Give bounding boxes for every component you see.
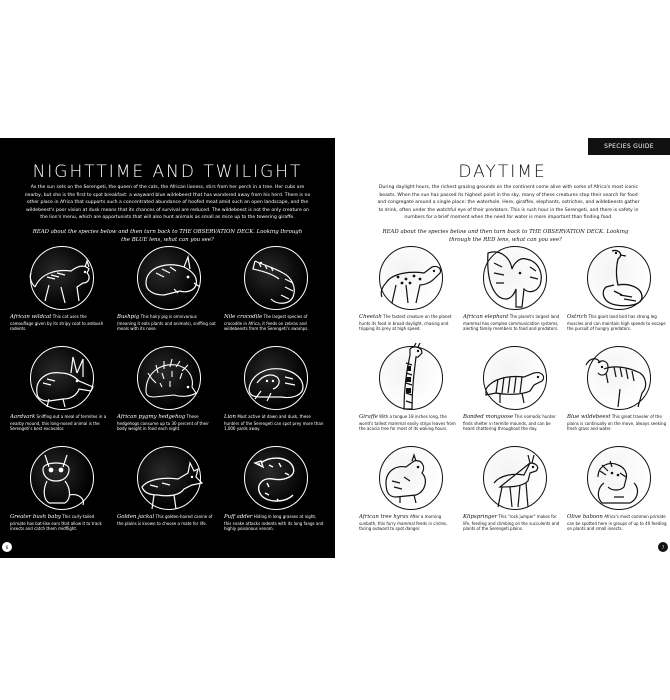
section-tab: SPECIES GUIDE xyxy=(588,138,670,155)
species-card xyxy=(224,446,324,541)
species-name: African elephant xyxy=(463,314,509,320)
species-caption xyxy=(463,414,563,432)
species-name: Puff adder xyxy=(224,514,253,520)
species-description: This nomadic hunter finds shelter in termite mounds, and can be heard chattering throughout the day. xyxy=(463,414,556,432)
bushbaby-icon xyxy=(30,446,94,510)
species-caption xyxy=(10,514,110,532)
species-card xyxy=(224,346,324,441)
species-caption xyxy=(117,314,217,332)
species-name: Olive baboon xyxy=(567,514,603,520)
species-name: Aardvark xyxy=(10,414,36,420)
bushpig-icon xyxy=(137,246,201,310)
wildebeest-icon xyxy=(587,346,651,410)
ostrich-icon xyxy=(587,246,651,310)
species-description: These hedgehogs consume up to 30 percent of their body weight in food each night. xyxy=(117,414,209,432)
species-card xyxy=(463,346,563,441)
species-card xyxy=(463,246,563,341)
species-caption xyxy=(359,314,459,332)
species-description: This cat uses the camouflage given by its stripy coat to ambush rodents. xyxy=(10,314,104,332)
species-card xyxy=(567,246,667,341)
intro-paragraph: As the sun sets on the Serengeti, the queen of the cats, the African lioness, stirs from her perch in a tree. Her cubs are nearby, but she is the first to spot breakfast: a wayward blue wildebeest that has wandered away from his herd. There is no other place in Africa that supports such a concentrated abundance of hoofed meat amid such an open landscape, and the wildebeest's poor vision at dusk means that its chances of survival are reduced. The wildebeest is not the only creature on the lion's menu, which are opportunists that will also hunt animals as small as mice up to the towering giraffe. xyxy=(24,185,311,221)
daytime-page xyxy=(335,138,670,558)
species-description: This "rock jumper" makes for life, feeding and climbing on the succulents and plants of the Serengeti plains. xyxy=(463,514,560,532)
species-caption xyxy=(224,314,324,332)
species-description: The largest species of crocodile in Africa, it feeds on zebras and wildebeests from the Serengeti's swamps. xyxy=(224,314,309,332)
species-name: Greater bush baby xyxy=(10,514,61,520)
species-caption xyxy=(359,514,459,532)
species-name: Giraffe xyxy=(359,414,378,420)
species-description: This hairy pig is omnivorous (meaning it eats plants and animals), sniffing out meals with its nose. xyxy=(117,314,216,332)
species-caption xyxy=(117,414,217,432)
klipspringer-icon xyxy=(483,446,547,510)
species-description: With a tongue 18 inches long, the world's tallest mammal easily strips leaves from the acacia tree for most of its waking hours. xyxy=(359,414,456,432)
species-caption xyxy=(567,314,667,332)
species-name: African tree hyrax xyxy=(359,514,409,520)
nighttime-page xyxy=(0,138,335,558)
species-caption xyxy=(10,314,110,332)
species-caption xyxy=(224,514,324,532)
intro-paragraph: During daylight hours, the richest grazing grounds on the continent come alive with some of Africa's most iconic beasts. When the sun has passed its highest point in the sky, many of these creatures stop their search for food and congregate around a single place: the waterhole. Here, giraffes, elephants, ostriches, and wildebeests gather to drink, often under the watchful eye of their predators. This is rush hour in the Serengeti, and there is safety in numbers for a brief moment when the need for water is more important than finding food. xyxy=(377,185,640,221)
species-card xyxy=(117,346,217,441)
species-card xyxy=(359,246,459,341)
species-name: Banded mongoose xyxy=(463,414,514,420)
species-caption xyxy=(463,514,563,532)
species-caption xyxy=(117,514,217,526)
hyrax-icon xyxy=(379,446,443,510)
species-caption xyxy=(567,414,667,432)
species-card xyxy=(359,446,459,541)
species-name: Nile crocodile xyxy=(224,314,263,320)
species-caption xyxy=(359,414,459,432)
baboon-icon xyxy=(587,446,651,510)
species-card xyxy=(567,446,667,541)
species-description: This great traveler of the plains is continually on the move, always seeking fresh grass and water. xyxy=(567,414,667,432)
species-name: Klipspringer xyxy=(463,514,498,520)
species-card xyxy=(359,346,459,441)
cheetah-icon xyxy=(379,246,443,310)
species-card xyxy=(463,446,563,541)
jackal-icon xyxy=(137,446,201,510)
species-description: Most active at dawn and dusk, these hunters of the Serengeti can spot prey more than 1,000 yards away. xyxy=(224,414,324,432)
species-card xyxy=(224,246,324,341)
species-card xyxy=(10,446,110,541)
giraffe-icon xyxy=(379,346,443,410)
species-caption xyxy=(567,514,667,532)
species-description: Africa's most common primate can be spotted here in groups of up to 40 feeding on plants and small insects. xyxy=(567,514,667,532)
species-name: Lion xyxy=(224,414,237,420)
species-description: This curly-tailed primate has bat-like ears that allow it to track insects and catch them midflight. xyxy=(10,514,102,532)
species-name: African pygmy hedgehog xyxy=(117,414,186,420)
species-description: The planet's largest land mammal has complex communication systems, alerting family members to food and predators. xyxy=(463,314,560,332)
wildcat-icon xyxy=(30,246,94,310)
page-title: DAYTIME xyxy=(458,162,547,182)
species-description: This giant land bird has strong leg muscles and can maintain high speeds to escape the pursuit of hungry predators. xyxy=(567,314,666,332)
page-number: 6 xyxy=(2,542,12,552)
hedgehog-icon xyxy=(137,346,201,410)
page-number: 7 xyxy=(658,542,668,552)
page-title: NIGHTTIME AND TWILIGHT xyxy=(32,162,303,182)
crocodile-icon xyxy=(244,246,308,310)
species-caption xyxy=(463,314,563,332)
reading-prompt: READ about the species below and then turn back to THE OBSERVATION DECK. Looking through the RED lens, what can you see? xyxy=(382,229,629,243)
species-description: After a morning sunbath, this furry mammal feeds in circles, facing outward to spot danger. xyxy=(359,514,448,532)
elephant-icon xyxy=(483,246,547,310)
species-card xyxy=(567,346,667,441)
species-description: This golden-haired canine of the plains is known to choose a mate for life. xyxy=(117,514,213,526)
species-description: Sniffing out a meal of termites in a nearby mound, this long-nosed animal is the Serengeti's best excavator. xyxy=(10,414,107,432)
species-name: Bushpig xyxy=(117,314,140,320)
species-caption xyxy=(224,414,324,432)
species-name: Ostrich xyxy=(567,314,588,320)
species-description: The fastest creature on the planet hunts its food in broad daylight, chasing and tripping its prey at high speed. xyxy=(359,314,452,332)
snake-icon xyxy=(244,446,308,510)
species-name: African wildcat xyxy=(10,314,52,320)
species-name: Cheetah xyxy=(359,314,382,320)
species-description: Hiding in long grasses at night, this snake attacks rodents with its long fangs and highly poisonous venom. xyxy=(224,514,324,532)
species-name: Golden jackal xyxy=(117,514,155,520)
reading-prompt: READ about the species below and then turn back to THE OBSERVATION DECK. Looking through the BLUE lens, what can you see? xyxy=(32,229,303,243)
book-spread xyxy=(0,138,670,558)
species-name: Blue wildebeest xyxy=(567,414,611,420)
species-card xyxy=(10,346,110,441)
species-card xyxy=(117,446,217,541)
mongoose-icon xyxy=(483,346,547,410)
aardvark-icon xyxy=(30,346,94,410)
lion-icon xyxy=(244,346,308,410)
species-card xyxy=(117,246,217,341)
species-caption xyxy=(10,414,110,432)
species-card xyxy=(10,246,110,341)
